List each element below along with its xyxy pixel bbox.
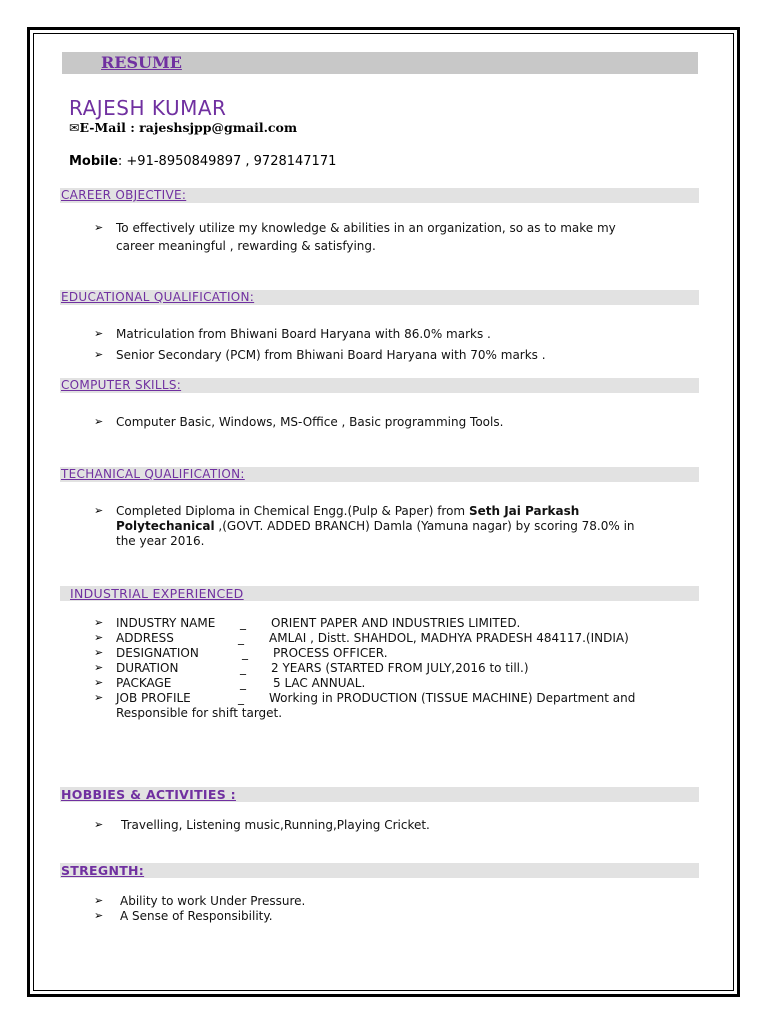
technical-text: ,(GOVT. ADDED BRANCH) Damla (Yamuna nagar) by scoring 78.0% in <box>214 519 635 533</box>
industrial-sep: _ <box>238 691 244 705</box>
industrial-sep: _ <box>240 661 246 675</box>
career-line-2: career meaningful , rewarding & satisfying. <box>116 239 376 253</box>
industrial-continuation: Responsible for shift target. <box>116 706 283 720</box>
industrial-value: Working in PRODUCTION (TISSUE MACHINE) Department and <box>269 691 636 705</box>
resume-title: RESUME <box>101 53 182 72</box>
industrial-sep: _ <box>238 631 244 645</box>
industrial-key: INDUSTRY NAME <box>116 616 216 630</box>
hobbies-item: Travelling, Listening music,Running,Playing Cricket. <box>121 818 430 832</box>
bullet-icon: ➢ <box>94 676 104 689</box>
bullet-icon: ➢ <box>94 504 104 517</box>
industrial-key: JOB PROFILE <box>116 691 191 705</box>
email-line <box>69 120 297 135</box>
heading-computer: COMPUTER SKILLS: <box>61 378 182 392</box>
education-item: Matriculation from Bhiwani Board Haryana with 86.0% marks . <box>116 327 491 341</box>
industrial-sep: _ <box>242 646 248 660</box>
bullet-icon: ➢ <box>94 894 104 907</box>
heading-industrial: INDUSTRIAL EXPERIENCED <box>70 586 244 601</box>
bullet-icon: ➢ <box>94 909 104 922</box>
envelope-icon: ✉ <box>69 120 80 135</box>
section-bar-strength <box>60 863 699 878</box>
bullet-icon: ➢ <box>94 646 104 659</box>
technical-line-2 <box>116 519 635 533</box>
heading-education: EDUCATIONAL QUALIFICATION: <box>61 290 255 304</box>
industrial-key: PACKAGE <box>116 676 172 690</box>
technical-text: Completed Diploma in Chemical Engg.(Pulp & Paper) from <box>116 504 469 518</box>
bullet-icon: ➢ <box>94 691 104 704</box>
bullet-icon: ➢ <box>94 631 104 644</box>
bullet-icon: ➢ <box>94 221 104 234</box>
industrial-sep: _ <box>240 676 246 690</box>
mobile-number: : +91-8950849897 , 9728147171 <box>117 154 337 169</box>
bullet-icon: ➢ <box>94 818 104 831</box>
technical-line-1 <box>116 504 579 518</box>
career-line-1: To effectively utilize my knowledge & abilities in an organization, so as to make my <box>116 221 616 235</box>
bullet-icon: ➢ <box>94 415 104 428</box>
heading-technical: TECHANICAL QUALIFICATION: <box>61 467 245 481</box>
candidate-name: RAJESH KUMAR <box>69 96 227 120</box>
bullet-icon: ➢ <box>94 348 104 361</box>
mobile-label: Mobile <box>69 154 118 169</box>
bullet-icon: ➢ <box>94 661 104 674</box>
heading-strength: STREGNTH: <box>61 863 145 878</box>
industrial-sep: _ <box>240 616 246 630</box>
mobile-line <box>69 154 336 169</box>
strength-item: A Sense of Responsibility. <box>120 909 273 923</box>
industrial-key: DESIGNATION <box>116 646 199 660</box>
bullet-icon: ➢ <box>94 616 104 629</box>
industrial-value: PROCESS OFFICER. <box>273 646 388 660</box>
industrial-value: 5 LAC ANNUAL. <box>273 676 366 690</box>
industrial-value: 2 YEARS (STARTED FROM JULY,2016 to till.) <box>271 661 529 675</box>
bullet-icon: ➢ <box>94 327 104 340</box>
education-item: Senior Secondary (PCM) from Bhiwani Board Haryana with 70% marks . <box>116 348 546 362</box>
industrial-key: DURATION <box>116 661 179 675</box>
institution-name: Seth Jai Parkash <box>468 504 580 518</box>
industrial-value: AMLAI , Distt. SHAHDOL, MADHYA PRADESH 484117.(INDIA) <box>269 631 629 645</box>
strength-item: Ability to work Under Pressure. <box>120 894 306 908</box>
computer-item: Computer Basic, Windows, MS-Office , Basic programming Tools. <box>116 415 504 429</box>
technical-line-3: the year 2016. <box>116 534 205 548</box>
heading-career: CAREER OBJECTIVE: <box>61 188 187 202</box>
industrial-key: ADDRESS <box>116 631 174 645</box>
email-text: E-Mail : rajeshsjpp@gmail.com <box>79 120 298 135</box>
institution-name-cont: Polytechanical <box>116 519 215 533</box>
heading-hobbies: HOBBIES & ACTIVITIES : <box>61 787 236 802</box>
industrial-value: ORIENT PAPER AND INDUSTRIES LIMITED. <box>271 616 521 630</box>
